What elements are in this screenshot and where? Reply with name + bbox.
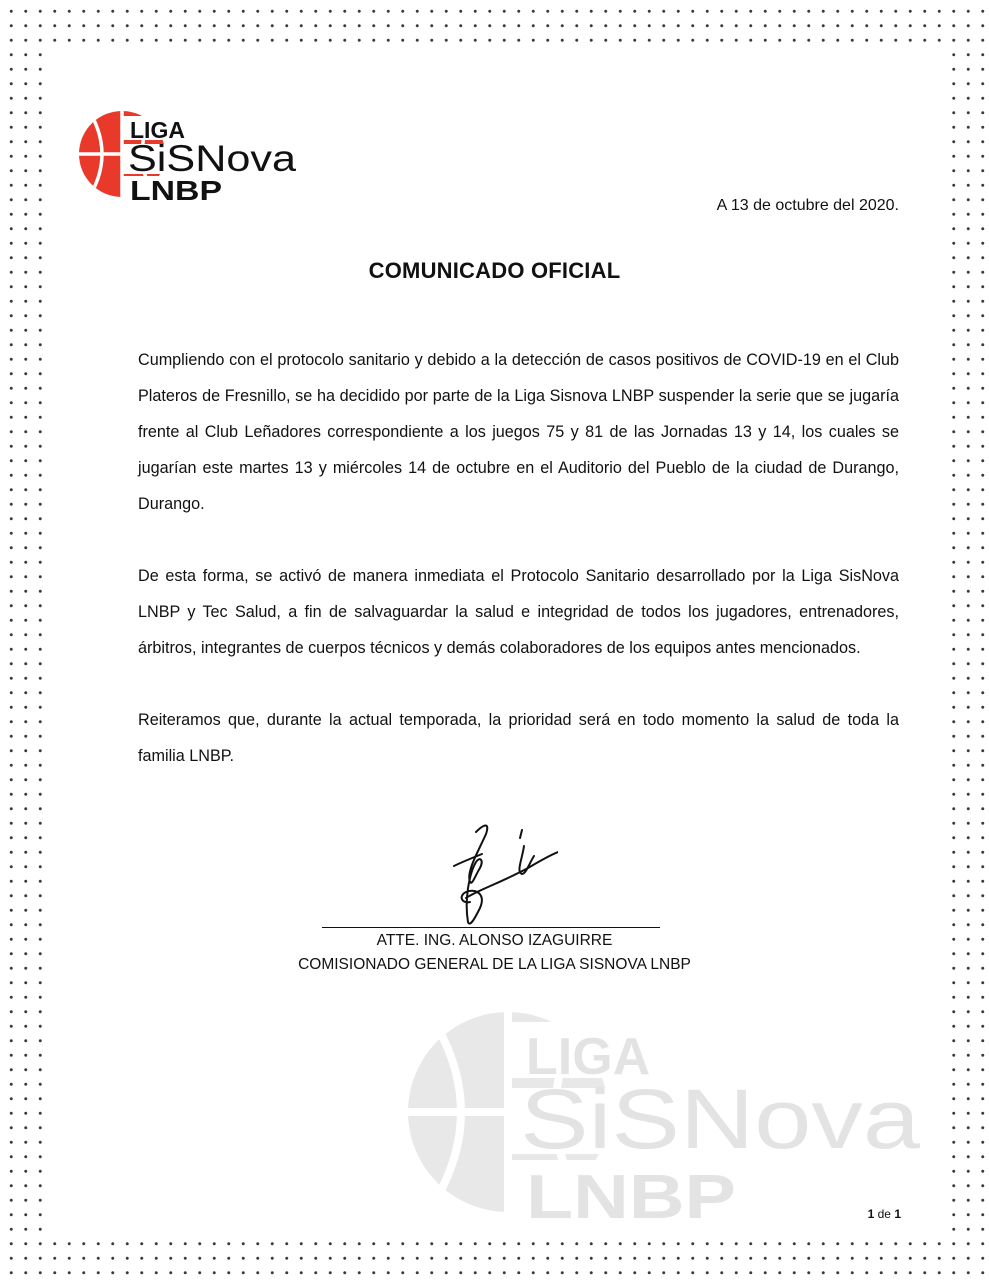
logo-sisnova-text: SiSNova — [128, 138, 297, 179]
logo-lnbp-text: LNBP — [130, 175, 222, 202]
document-body — [138, 342, 899, 810]
signer-title: COMISIONADO GENERAL DE LA LIGA SISNOVA LNBP — [298, 956, 691, 973]
paragraph-3: Reiteramos que, durante la actual temporada, la prioridad será en todo momento la salud de toda la familia LNBP. — [138, 711, 899, 765]
watermark-logo — [408, 992, 928, 1222]
page-number — [868, 1207, 901, 1221]
watermark-lnbp-text: LNBP — [526, 1163, 736, 1222]
document-page — [48, 42, 941, 1232]
document-title: COMUNICADO OFICIAL — [368, 258, 621, 283]
logo-liga-text: LIGA — [130, 117, 185, 143]
page-current: 1 — [867, 1207, 875, 1221]
page-separator: de — [877, 1207, 891, 1221]
watermark-liga-text: LIGA — [526, 1028, 651, 1086]
document-date: A 13 de octubre del 2020. — [716, 197, 899, 214]
watermark-sisnova-text: SiSNova — [520, 1072, 921, 1166]
paragraph-1: Cumpliendo con el protocolo sanitario y debido a la detección de casos positivos de COVID-19 en el Club Plateros de Fresnillo, se ha decidido por parte de la Liga Sisnova LNBP suspender la serie que se jugaría frente al Club Leñadores correspondiente a los juegos 75 y 81 de las Jornadas 13 y 14, los cuales se jugarían este martes 13 y miércoles 14 de octubre en el Auditorio del Pueblo de la ciudad de Durango, Durango. — [138, 351, 899, 513]
page-total: 1 — [894, 1207, 901, 1221]
signature-line — [322, 927, 660, 928]
handwritten-signature — [358, 812, 558, 930]
signature-block — [318, 812, 668, 932]
liga-sisnova-logo — [78, 102, 308, 202]
paragraph-2: De esta forma, se activó de manera inmediata el Protocolo Sanitario desarrollado por la Liga SisNova LNBP y Tec Salud, a fin de salvaguardar la salud e integridad de todos los jugadores, entrenadores, árbitros, integrantes de cuerpos técnicos y demás colaboradores de los equipos antes mencionados. — [138, 567, 899, 657]
signer-name: ATTE. ING. ALONSO IZAGUIRRE — [376, 932, 613, 949]
